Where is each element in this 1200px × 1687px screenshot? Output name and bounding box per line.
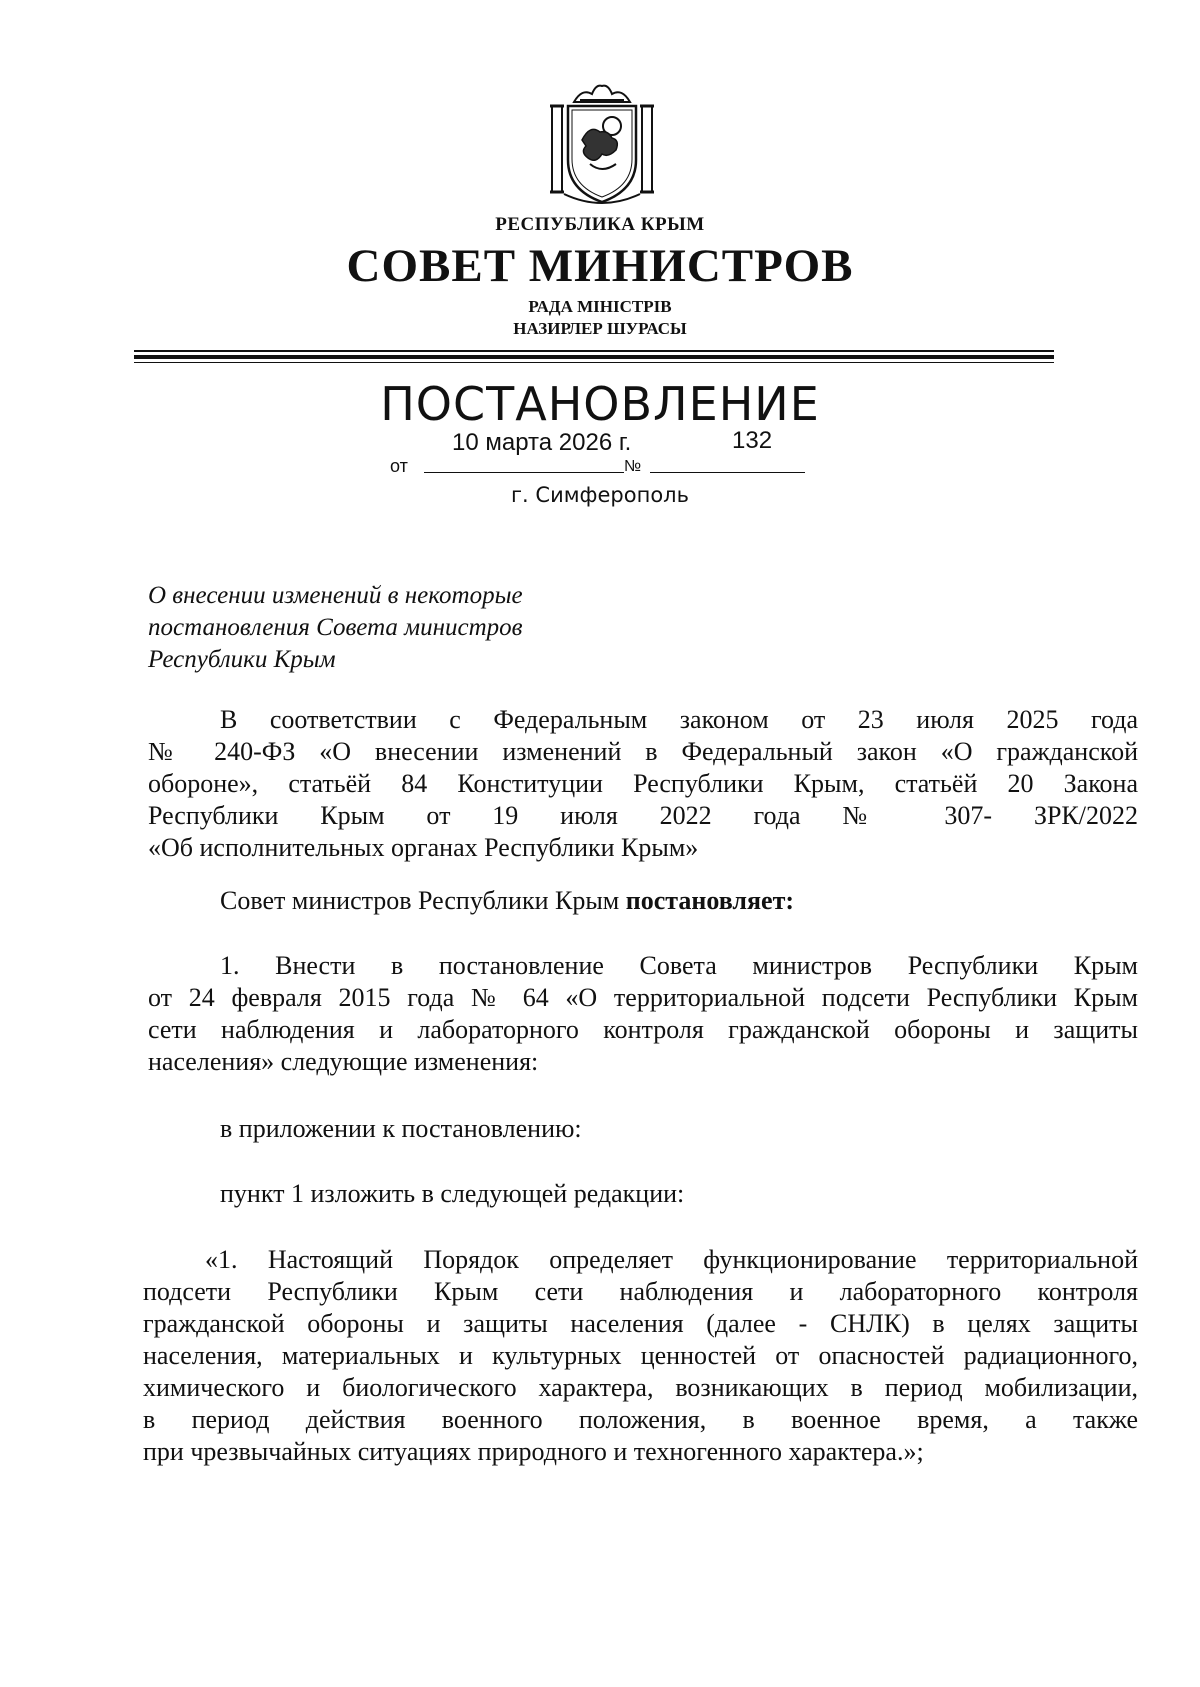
quote-line: «1. Настоящий Порядок определяет функционирование территориальной xyxy=(205,1245,1138,1274)
title-line: постановления Совета министров xyxy=(148,614,523,641)
quote-line: химического и биологического характера, возникающих в период мобилизации, xyxy=(143,1373,1138,1402)
quote-line: в период действия военного положения, в военное время, а также xyxy=(143,1405,1138,1434)
quote-line: при чрезвычайных ситуациях природного и техногенного характера.»; xyxy=(143,1437,924,1466)
item1-line: сети наблюдения и лабораторного контроля гражданской обороны и защиты xyxy=(148,1015,1138,1044)
preamble-line: Республики Крым от 19 июля 2022 года № 307- ЗРК/2022 xyxy=(148,801,1138,830)
document-date: 10 марта 2026 г. xyxy=(452,429,632,456)
header-divider xyxy=(134,362,1054,363)
item1-line: населения» следующие изменения: xyxy=(148,1047,539,1076)
quote-line: подсети Республики Крым сети наблюдения и лабораторного контроля xyxy=(143,1277,1138,1306)
document-type: ПОСТАНОВЛЕНИЕ xyxy=(380,377,820,431)
header-divider xyxy=(134,350,1054,352)
document-title xyxy=(148,580,523,676)
resolves-text: Совет министров Республики Крым xyxy=(220,886,626,915)
header-divider xyxy=(134,355,1054,359)
resolves-paragraph xyxy=(220,885,794,917)
title-line: Республики Крым xyxy=(148,646,336,673)
resolves-keyword: постановляет: xyxy=(625,886,795,915)
appendix-line: в приложении к постановлению: xyxy=(220,1114,582,1143)
number-label: № xyxy=(624,458,642,475)
item1-line: 1. Внести в постановление Совета министров Республики Крым xyxy=(220,951,1138,980)
number-underline xyxy=(650,472,805,473)
document-number: 132 xyxy=(732,427,773,454)
crimea-coat-of-arms-icon xyxy=(546,80,658,210)
preamble-line: обороне», статьёй 84 Конституции Республики Крым, статьёй 20 Закона xyxy=(148,769,1138,798)
preamble-line: № 240-ФЗ «О внесении изменений в Федеральный закон «О гражданской xyxy=(148,737,1138,766)
council-title-ukrainian: РАДА МІНІСТРІВ xyxy=(528,297,672,316)
point-line: пункт 1 изложить в следующей редакции: xyxy=(220,1179,685,1208)
council-title-crimean-tatar: НАЗИРЛЕР ШУРАСЫ xyxy=(513,319,687,338)
council-title: СОВЕТ МИНИСТРОВ xyxy=(346,240,854,292)
quote-line: гражданской обороны и защиты населения (далее - СНЛК) в целях защиты xyxy=(143,1309,1138,1338)
preamble-line: «Об исполнительных органах Республики Крым» xyxy=(148,833,699,862)
date-underline xyxy=(424,472,624,473)
republic-name: РЕСПУБЛИКА КРЫМ xyxy=(495,214,705,235)
preamble-line: В соответствии с Федеральным законом от 23 июля 2025 года xyxy=(220,705,1138,734)
item1-line: от 24 февраля 2015 года № 64 «О территориальной подсети Республики Крым xyxy=(148,983,1138,1012)
title-line: О внесении изменений в некоторые xyxy=(148,582,523,609)
document-city: г. Симферополь xyxy=(511,483,689,507)
date-label: от xyxy=(390,456,408,476)
quote-line: населения, материальных и культурных ценностей от опасностей радиационного, xyxy=(143,1341,1138,1370)
